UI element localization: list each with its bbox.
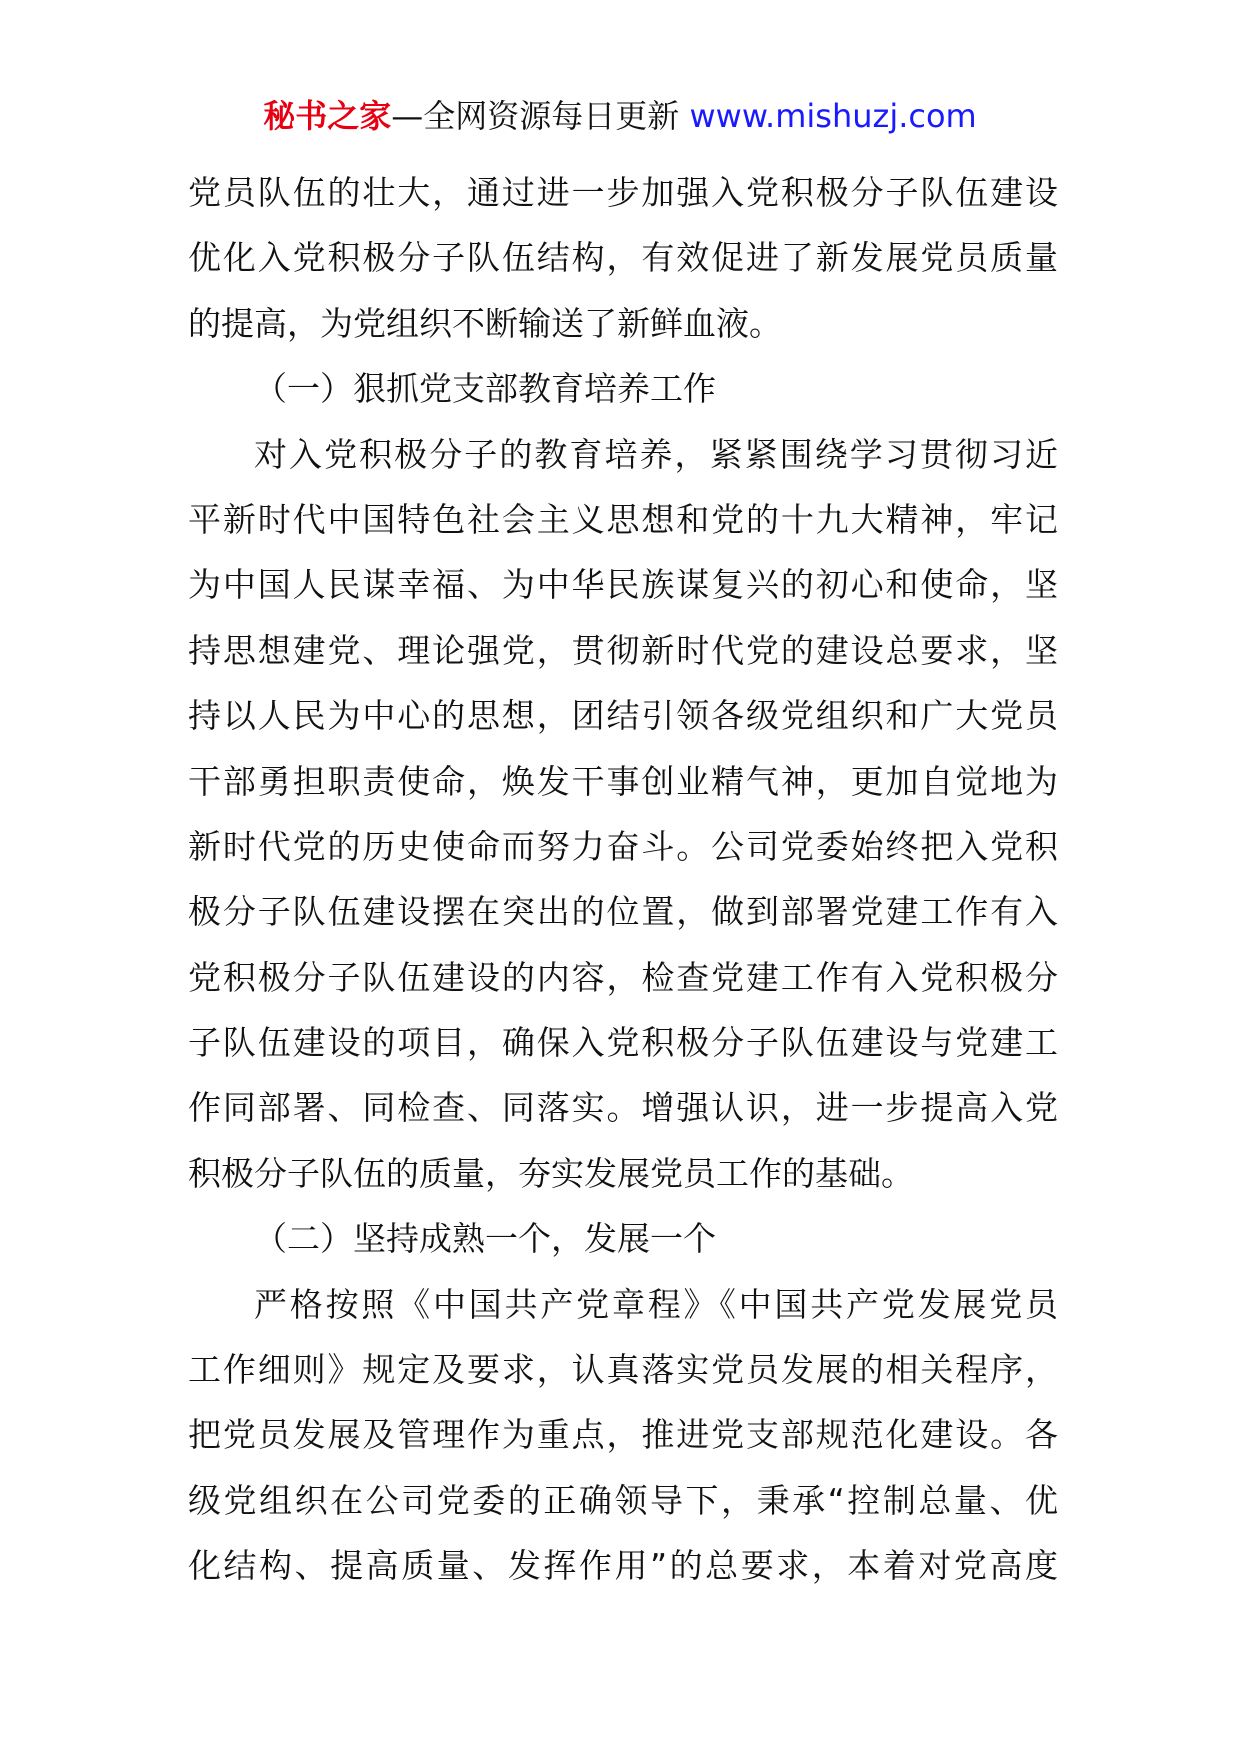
text-line: 化结构、提高质量、发挥作用”的总要求，本着对党高度 bbox=[188, 1546, 1058, 1586]
page-header bbox=[0, 96, 1240, 136]
text-line: 作同部署、同检查、同落实。增强认识，进一步提高入党 bbox=[188, 1088, 1058, 1128]
text-line: 把党员发展及管理作为重点，推进党支部规范化建设。各 bbox=[188, 1415, 1058, 1455]
header-slogan: —全网资源每日更新 bbox=[391, 97, 680, 135]
text-line: 的提高，为党组织不断输送了新鲜血液。 bbox=[188, 303, 782, 343]
text-line: 极分子队伍建设摆在突出的位置，做到部署党建工作有入 bbox=[188, 892, 1058, 932]
text-line: 积极分子队伍的质量，夯实发展党员工作的基础。 bbox=[188, 1153, 914, 1193]
text-line: 子队伍建设的项目，确保入党积极分子队伍建设与党建工 bbox=[188, 1023, 1058, 1063]
text-line: 优化入党积极分子队伍结构，有效促进了新发展党员质量 bbox=[188, 238, 1058, 278]
text-line: 平新时代中国特色社会主义思想和党的十九大精神，牢记 bbox=[188, 499, 1058, 539]
text-line: 严格按照《中国共产党章程》《中国共产党发展党员 bbox=[254, 1284, 1058, 1324]
text-line: 级党组织在公司党委的正确领导下，秉承“控制总量、优 bbox=[188, 1480, 1058, 1520]
text-line: 党积极分子队伍建设的内容，检查党建工作有入党积极分 bbox=[188, 957, 1058, 997]
text-line: 为中国人民谋幸福、为中华民族谋复兴的初心和使命，坚 bbox=[188, 565, 1058, 605]
text-line: 对入党积极分子的教育培养，紧紧围绕学习贯彻习近 bbox=[254, 434, 1058, 474]
website-link[interactable]: www.mishuzj.com bbox=[689, 97, 977, 135]
brand-name: 秘书之家 bbox=[263, 97, 392, 135]
text-line: 持思想建党、理论强党，贯彻新时代党的建设总要求，坚 bbox=[188, 630, 1058, 670]
text-line: 持以人民为中心的思想，团结引领各级党组织和广大党员 bbox=[188, 696, 1058, 736]
text-line: 干部勇担职责使命，焕发干事创业精气神，更加自觉地为 bbox=[188, 761, 1058, 801]
text-line: 新时代党的历史使命而努力奋斗。公司党委始终把入党积 bbox=[188, 826, 1058, 866]
text-line: 工作细则》规定及要求，认真落实党员发展的相关程序， bbox=[188, 1350, 1058, 1390]
document-body bbox=[188, 160, 1058, 1599]
section-heading-1: （一）狠抓党支部教育培养工作 bbox=[254, 369, 716, 409]
section-heading-2: （二）坚持成熟一个，发展一个 bbox=[254, 1219, 716, 1259]
text-line: 党员队伍的壮大，通过进一步加强入党积极分子队伍建设 bbox=[188, 173, 1058, 212]
